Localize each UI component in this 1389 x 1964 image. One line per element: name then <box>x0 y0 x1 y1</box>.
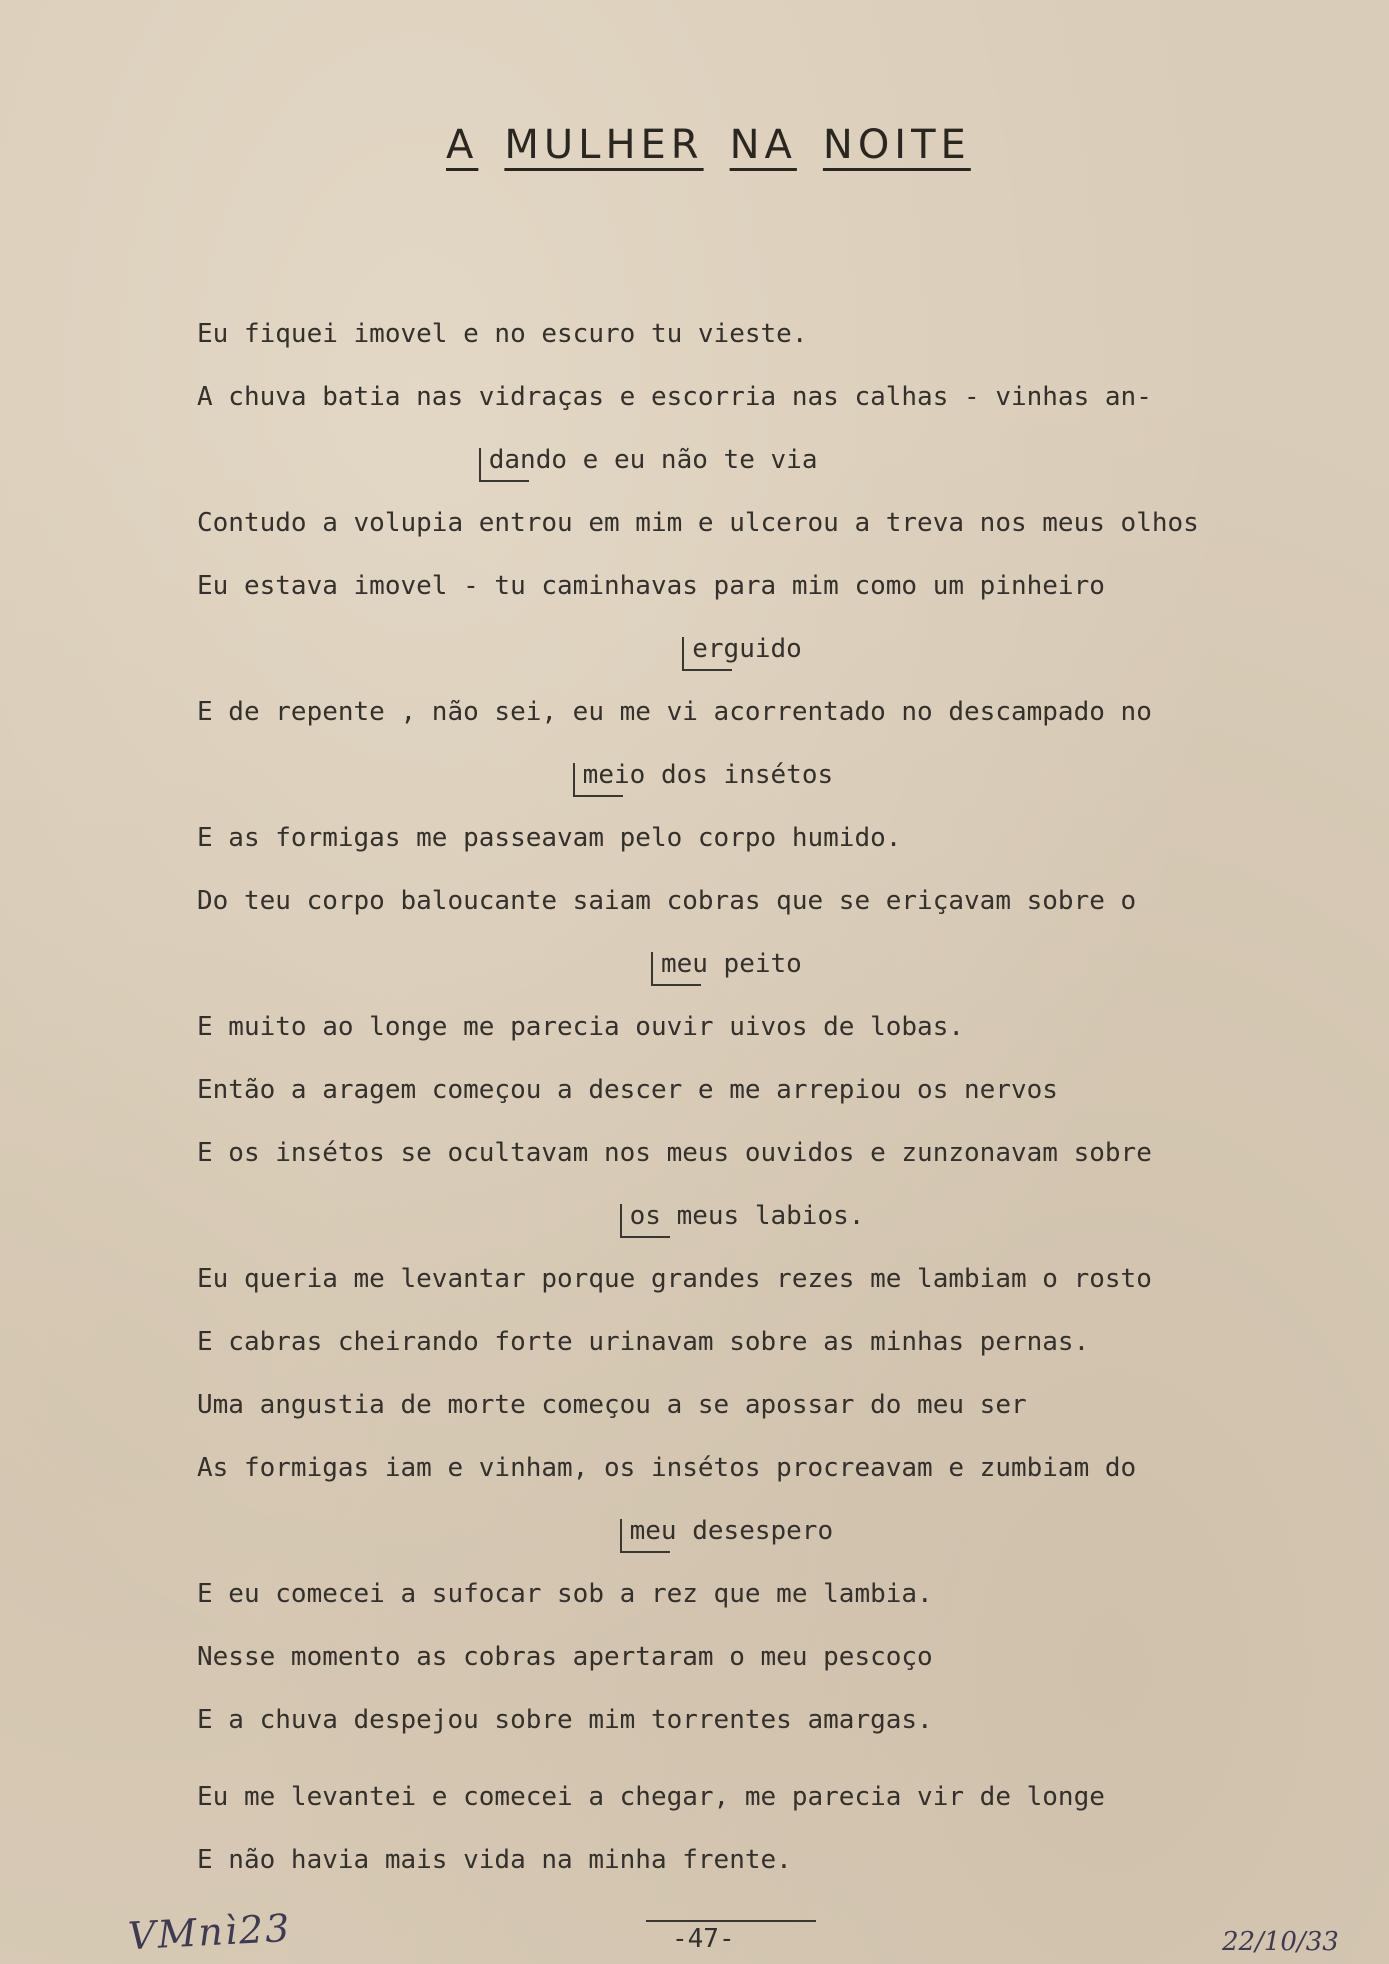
poem-line-text: Eu me levantei e comecei a chegar, me parecia vir de longe <box>197 1782 1105 1812</box>
title-word: A <box>446 122 479 168</box>
poem-line <box>197 627 1377 690</box>
poem-line <box>197 312 1377 375</box>
poem-line-text: Eu estava imovel - tu caminhavas para mim como um pinheiro <box>197 571 1105 601</box>
poem-line-text: Contudo a volupia entrou em mim e ulcerou a treva nos meus olhos <box>197 508 1199 538</box>
poem-line-text: E a chuva despejou sobre mim torrentes amargas. <box>197 1705 933 1735</box>
poem-line-text: Eu fiquei imovel e no escuro tu vieste. <box>197 319 808 349</box>
poem-line <box>197 501 1377 564</box>
poem-line-text: As formigas iam e vinham, os insétos procreavam e zumbiam do <box>197 1453 1137 1483</box>
poem-line <box>197 1257 1377 1320</box>
poem-line-text: Então a aragem começou a descer e me arrepiou os nervos <box>197 1075 1058 1105</box>
title-word: MULHER <box>504 122 704 168</box>
poem-line <box>197 1572 1377 1635</box>
poem-line <box>197 1194 1377 1257</box>
title-word: NA <box>729 122 797 168</box>
poem-line <box>197 1446 1377 1509</box>
poem-line <box>197 1131 1377 1194</box>
poem-title <box>446 122 997 168</box>
poem-line <box>197 438 1377 501</box>
poem-line-text: E cabras cheirando forte urinavam sobre as minhas pernas. <box>197 1327 1090 1357</box>
poem-line-text: Uma angustia de morte começou a se apossar do meu ser <box>197 1390 1027 1420</box>
poem-line <box>197 1698 1377 1761</box>
continuation-line-text: dando e eu não te via <box>479 438 818 482</box>
page-number-rule <box>646 1920 816 1922</box>
poem-line-text: E as formigas me passeavam pelo corpo humido. <box>197 823 902 853</box>
poem-line-text: E muito ao longe me parecia ouvir uivos de lobas. <box>197 1012 965 1042</box>
poem-line <box>197 753 1377 816</box>
poem-line <box>197 1635 1377 1698</box>
poem-line <box>197 816 1377 879</box>
handwritten-date: 22/10/33 <box>1222 1927 1339 1957</box>
title-word: NOITE <box>822 122 971 168</box>
poem-line-text: E não havia mais vida na minha frente. <box>197 1845 792 1875</box>
poem-line <box>197 879 1377 942</box>
poem-line <box>197 1005 1377 1068</box>
continuation-line-text: meio dos insétos <box>573 753 833 797</box>
stanza-break <box>197 1761 1377 1775</box>
handwritten-signature: VMnì23 <box>126 1905 293 1959</box>
poem-line-text: Do teu corpo baloucante saiam cobras que se eriçavam sobre o <box>197 886 1137 916</box>
continuation-line-text: meu desespero <box>620 1509 834 1553</box>
poem-line <box>197 564 1377 627</box>
page-number: -47- <box>672 1924 735 1954</box>
poem-line <box>197 1383 1377 1446</box>
continuation-line-text: os meus labios. <box>620 1194 865 1238</box>
poem-line <box>197 1838 1377 1901</box>
poem-body <box>197 312 1377 1901</box>
poem-line <box>197 1509 1377 1572</box>
poem-line <box>197 1068 1377 1131</box>
poem-line-text: Eu queria me levantar porque grandes rezes me lambiam o rosto <box>197 1264 1152 1294</box>
poem-line-text: E de repente , não sei, eu me vi acorrentado no descampado no <box>197 697 1152 727</box>
poem-line <box>197 942 1377 1005</box>
poem-line-text: E eu comecei a sufocar sob a rez que me lambia. <box>197 1579 933 1609</box>
poem-line <box>197 1320 1377 1383</box>
poem-line-text: Nesse momento as cobras apertaram o meu pescoço <box>197 1642 933 1672</box>
poem-line <box>197 375 1377 438</box>
continuation-line-text: erguido <box>682 627 802 671</box>
continuation-line-text: meu peito <box>651 942 802 986</box>
poem-line <box>197 690 1377 753</box>
poem-line <box>197 1775 1377 1838</box>
poem-line-text: E os insétos se ocultavam nos meus ouvidos e zunzonavam sobre <box>197 1138 1152 1168</box>
poem-line-text: A chuva batia nas vidraças e escorria nas calhas - vinhas an- <box>197 382 1152 412</box>
